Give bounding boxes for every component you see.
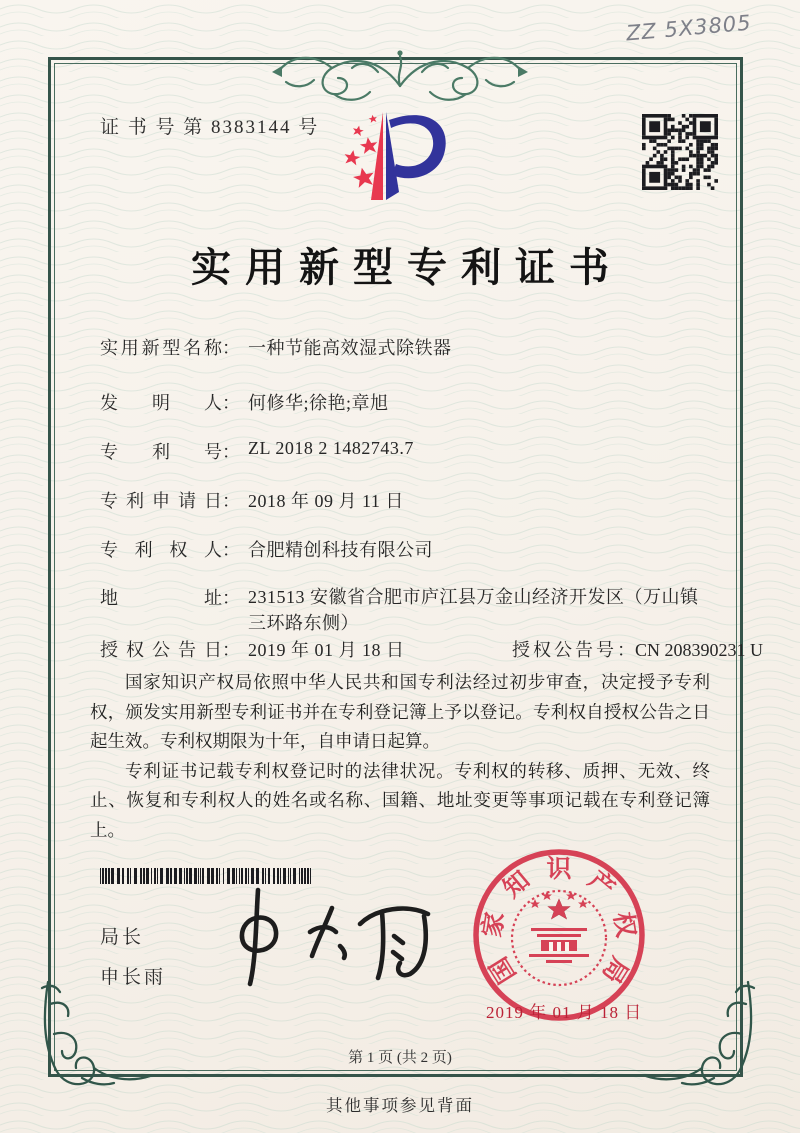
field-row-name — [100, 334, 452, 360]
field-label: 授权公告日 — [100, 640, 222, 660]
national-emblem-icon — [512, 891, 606, 985]
field-label: 授权公告号 — [512, 640, 617, 660]
cnipa-logo-icon — [336, 106, 460, 218]
back-side-note: 其他事项参见背面 — [326, 1096, 474, 1115]
field-colon: ： — [222, 442, 240, 462]
seal-char: 局 — [596, 951, 633, 988]
officer-block — [100, 922, 166, 989]
field-row-filing-date — [100, 487, 404, 513]
field-row-patent-no — [100, 438, 414, 464]
field-colon: ： — [617, 640, 635, 660]
certificate-number: 证 书 号 第 8383144 号 — [100, 117, 320, 138]
field-value-grant-date: 2019 年 01 月 18 日 — [248, 640, 405, 660]
field-value-patentee: 合肥精创科技有限公司 — [248, 540, 433, 560]
field-row-grant — [100, 636, 764, 662]
field-colon: ： — [222, 540, 240, 560]
seal-char: 知 — [498, 866, 536, 904]
field-value-filing-date: 2018 年 09 月 11 日 — [248, 491, 404, 511]
seal-char: 国 — [485, 951, 522, 988]
field-label: 专利号 — [100, 442, 222, 462]
field-value-utility-name: 一种节能高效湿式除铁器 — [248, 338, 452, 358]
field-value-grant-no: CN 208390231 U — [635, 640, 764, 660]
field-colon: ： — [222, 491, 240, 511]
certificate-title: 实用新型专利证书 — [191, 245, 623, 290]
field-colon: ： — [222, 640, 240, 660]
seal-char: 产 — [582, 866, 620, 904]
qr-code — [642, 114, 718, 190]
field-row-patentee — [100, 536, 433, 562]
field-value-patent-no: ZL 2018 2 1482743.7 — [248, 438, 414, 458]
field-label: 专利权人 — [100, 540, 222, 560]
field-label: 实用新型名称 — [100, 338, 222, 358]
seal-char: 识 — [546, 856, 572, 883]
officer-name: 申长雨 — [100, 967, 167, 988]
seal-date: 2019 年 01 月 18 日 — [486, 1003, 643, 1022]
legal-paragraph-2: 专利证书记载专利权登记时的法律状况。专利权的转移、质押、无效、终止、恢复和专利权人的姓名或名称、国籍、地址变更等事项记载在专利登记簿上。 — [90, 760, 710, 840]
seal-char: 家 — [479, 910, 510, 940]
field-row-inventors — [100, 389, 389, 415]
field-colon: ： — [222, 338, 240, 358]
legal-text — [90, 668, 710, 845]
field-row-address — [100, 584, 700, 636]
handwritten-note: ZZ 5X3805 — [625, 10, 753, 46]
field-value-inventors: 何修华;徐艳;章旭 — [248, 393, 389, 413]
page-number: 第 1 页 (共 2 页) — [348, 1050, 452, 1066]
commissioner-signature — [212, 880, 447, 998]
field-label: 地址 — [100, 588, 222, 608]
field-label: 专利申请日 — [100, 491, 222, 511]
seal-char: 权 — [608, 910, 639, 940]
field-value-address: 231513 安徽省合肥市庐江县万金山经济开发区（万山镇三环路东侧） — [248, 587, 699, 633]
legal-paragraph-1: 国家知识产权局依照中华人民共和国专利法经过初步审查，决定授予专利权，颁发实用新型专利证书并在专利登记簿上予以登记。专利权自授权公告之日起生效。专利权期限为十年，自申请日起算。 — [90, 672, 710, 751]
field-colon: ： — [222, 588, 240, 608]
grant-publication-no — [512, 636, 763, 662]
field-colon: ： — [222, 393, 240, 413]
officer-title: 局长 — [100, 927, 145, 948]
field-label: 发明人 — [100, 393, 222, 413]
